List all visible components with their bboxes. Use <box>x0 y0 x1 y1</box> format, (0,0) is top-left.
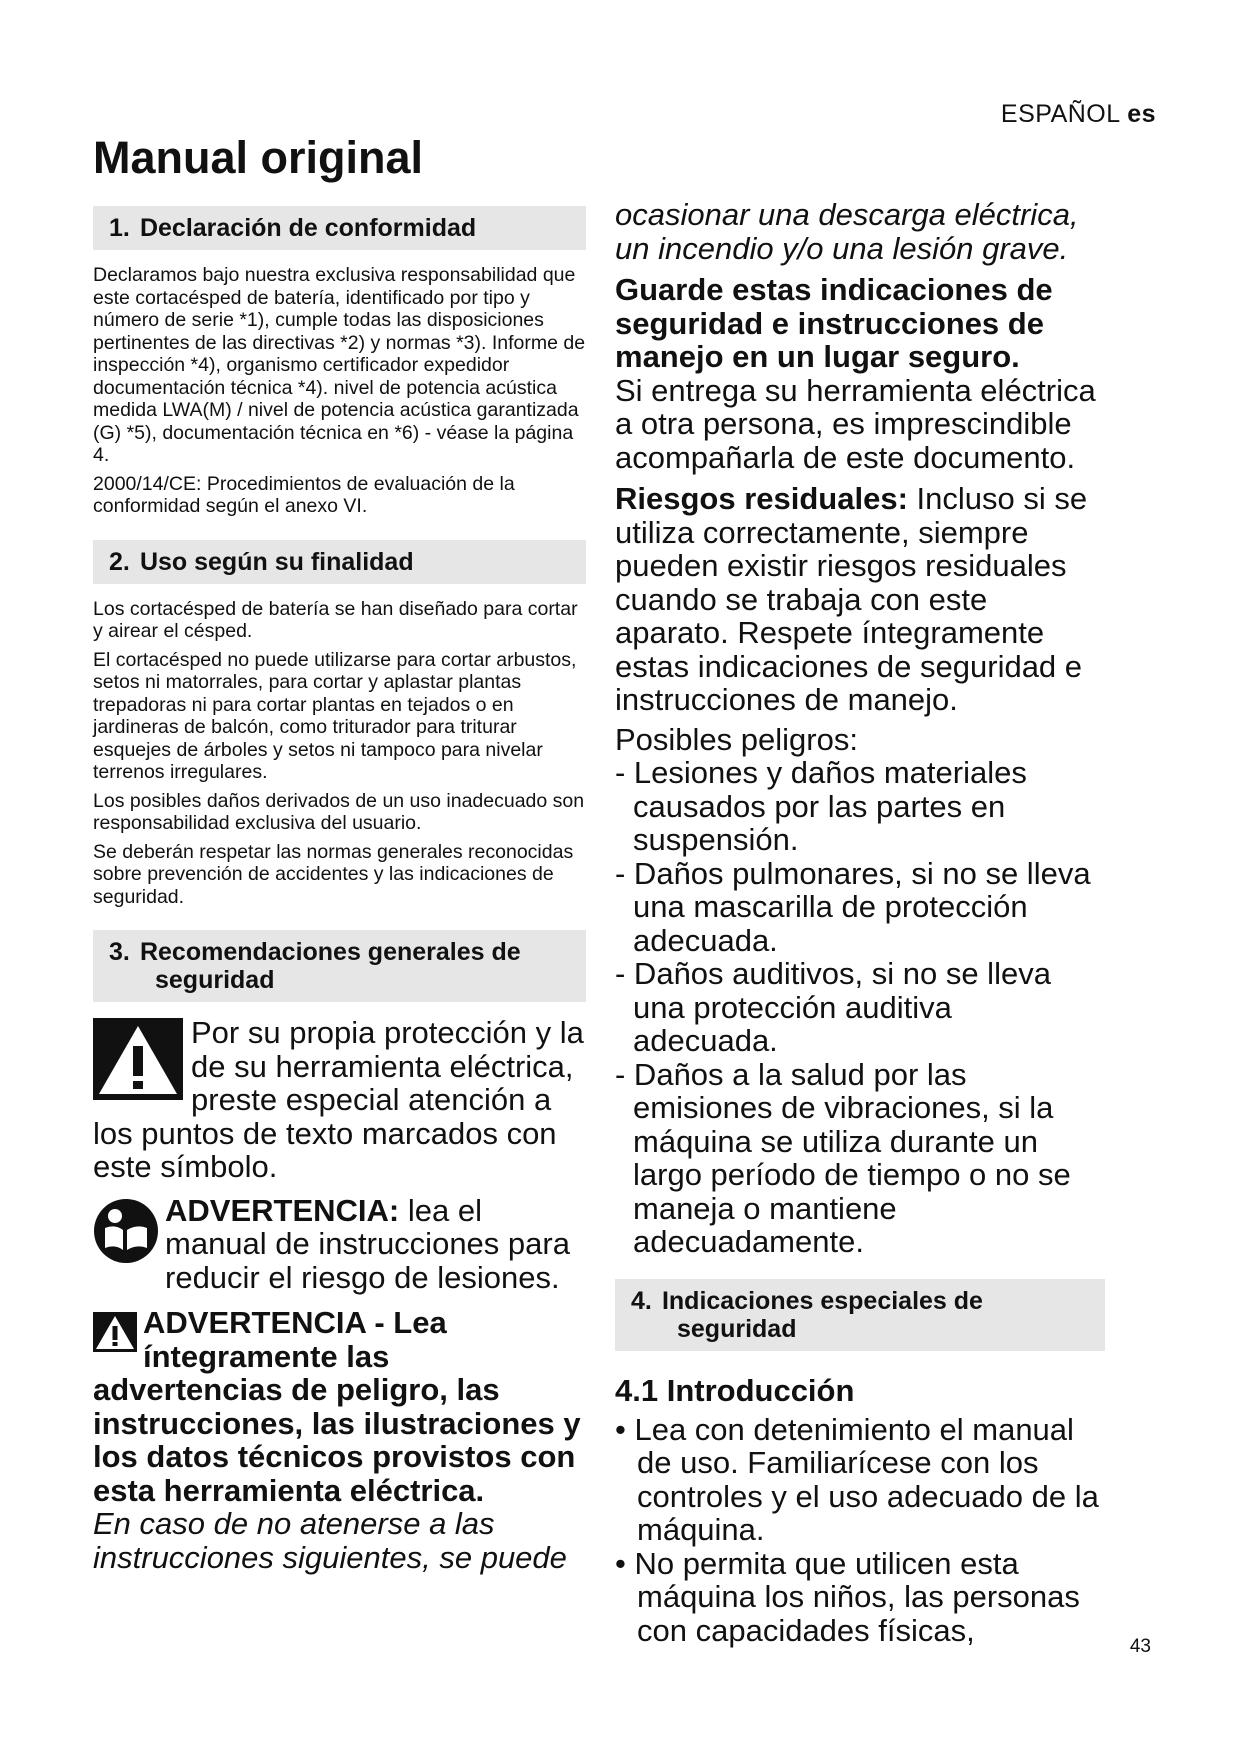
keep-instructions-text: Si entrega su herramienta eléctrica a otra persona, es imprescindible acompañarla de este documento. <box>615 372 1096 475</box>
section-3-number: 3. <box>109 938 130 966</box>
subsection-4-1-title: 4.1 Introducción <box>615 1372 855 1408</box>
section-4-title-line-2: seguridad <box>677 1314 797 1343</box>
full-warning <box>93 1306 586 1574</box>
warning-triangle-small-icon <box>93 1312 137 1352</box>
warning-triangle-icon <box>93 1018 183 1100</box>
read-manual-icon <box>93 1198 159 1264</box>
right-column <box>615 198 1105 1647</box>
symbol-note <box>93 1016 586 1184</box>
section-2-paragraph-3: Los posibles daños derivados de un uso inadecuado son responsabilidad exclusiva del usuario. <box>93 789 585 834</box>
intro-bullets <box>615 1413 1105 1648</box>
list-item: - Daños auditivos, si no se lleva una protección auditiva adecuada. <box>615 956 1051 1058</box>
section-2-title: Uso según su finalidad <box>139 547 414 576</box>
section-3-heading <box>93 930 586 1002</box>
page-number: 43 <box>1129 1636 1151 1657</box>
full-warning-bold-text: ADVERTENCIA - Lea íntegramente las advertencias de peligro, las instrucciones, las ilustraciones y los datos técnicos provistos con esta herramienta eléctrica. <box>93 1305 581 1508</box>
language-label <box>1001 100 1156 129</box>
section-1-heading <box>93 206 586 250</box>
section-2-heading <box>93 540 586 584</box>
residual-risks-label: Riesgos residuales: <box>615 481 908 516</box>
page-title: Manual original <box>93 132 424 183</box>
section-4-heading <box>615 1279 1105 1351</box>
continued-italic-text: ocasionar una descarga eléctrica, un incendio y/o una lesión grave. <box>615 197 1079 266</box>
list-item: - Lesiones y daños materiales causados por las partes en suspensión. <box>615 755 1027 857</box>
manual-warning-text: lea el manual de instrucciones para reducir el riesgo de lesiones. <box>165 1192 570 1295</box>
language-code: es <box>1127 100 1156 128</box>
section-4-title-line-1: Indicaciones especiales de <box>661 1286 983 1315</box>
full-warning-italic-text: En caso de no atenerse a las instrucciones siguientes, se puede <box>93 1506 567 1575</box>
section-4-number: 4. <box>631 1286 652 1315</box>
section-2-paragraph-4: Se deberán respetar las normas generales reconocidas sobre prevención de accidentes y las indicaciones de seguridad. <box>93 840 574 908</box>
list-item: • No permita que utilicen esta máquina los niños, las personas con capacidades físicas, <box>615 1545 1080 1648</box>
section-2-number: 2. <box>109 547 130 576</box>
manual-warning-label: ADVERTENCIA: <box>165 1192 400 1228</box>
list-item: - Daños pulmonares, si no se lleva una mascarilla de protección adecuada. <box>615 855 1091 958</box>
section-2-paragraph-2: El cortacésped no puede utilizarse para cortar arbustos, setos ni matorrales, para cortar y aplastar plantas trepadoras ni para cortar plantas en tejados o en jardineras de balcón, como triturador para triturar esquejes de árboles y setos ni tampoco para nivelar terrenos irregulares. <box>93 648 577 783</box>
manual-warning <box>93 1194 586 1295</box>
symbol-note-text: Por su propia protección y la de su herramienta eléctrica, preste especial atención a los puntos de texto marcados con este símbolo. <box>93 1015 584 1184</box>
dangers-list <box>615 756 1105 1259</box>
section-1-paragraph-1: Declaramos bajo nuestra exclusiva responsabilidad que este cortacésped de batería, identificado por tipo y número de serie *1), cumple todas las disposiciones pertinentes de las directivas *2) y normas *3). Informe de inspección *4), organismo certificador expedidor documentación técnica *4). nivel de potencia acústica medida LWA(M) / nivel de potencia acústica garantizada (G) *5), documentación técnica en *6) - véase la página 4. <box>93 264 586 466</box>
left-column <box>93 206 586 1574</box>
section-1-paragraph-2: 2000/14/CE: Procedimientos de evaluación de la conformidad según el anexo VI. <box>93 472 515 517</box>
keep-instructions-bold: Guarde estas indicaciones de seguridad e instrucciones de manejo en un lugar seguro. <box>615 272 1053 374</box>
section-1-title: Declaración de conformidad <box>139 214 477 242</box>
section-1-number: 1. <box>109 214 130 242</box>
list-item: - Daños a la salud por las emisiones de vibraciones, si la máquina se utiliza durante un largo período de tiempo o no se maneja o mantiene adecuadamente. <box>615 1056 1071 1259</box>
section-3-title-line-2: seguridad <box>155 966 275 994</box>
section-3-title-line-1: Recomendaciones generales de <box>139 938 521 966</box>
language-text: ESPAÑOL <box>1000 100 1120 128</box>
list-item: • Lea con detenimiento el manual de uso. Familiarícese con los controles y el uso adecuado de la máquina. <box>615 1411 1099 1547</box>
section-2-paragraph-1: Los cortacésped de batería se han diseñado para cortar y airear el césped. <box>93 597 578 642</box>
residual-risks-text: Incluso si se utiliza correctamente, siempre pueden existir riesgos residuales cuando se trabaja con este aparato. Respete íntegramente estas indicaciones de seguridad e instrucciones de manejo. <box>615 481 1088 717</box>
possible-dangers-title: Posibles peligros: <box>615 721 858 757</box>
